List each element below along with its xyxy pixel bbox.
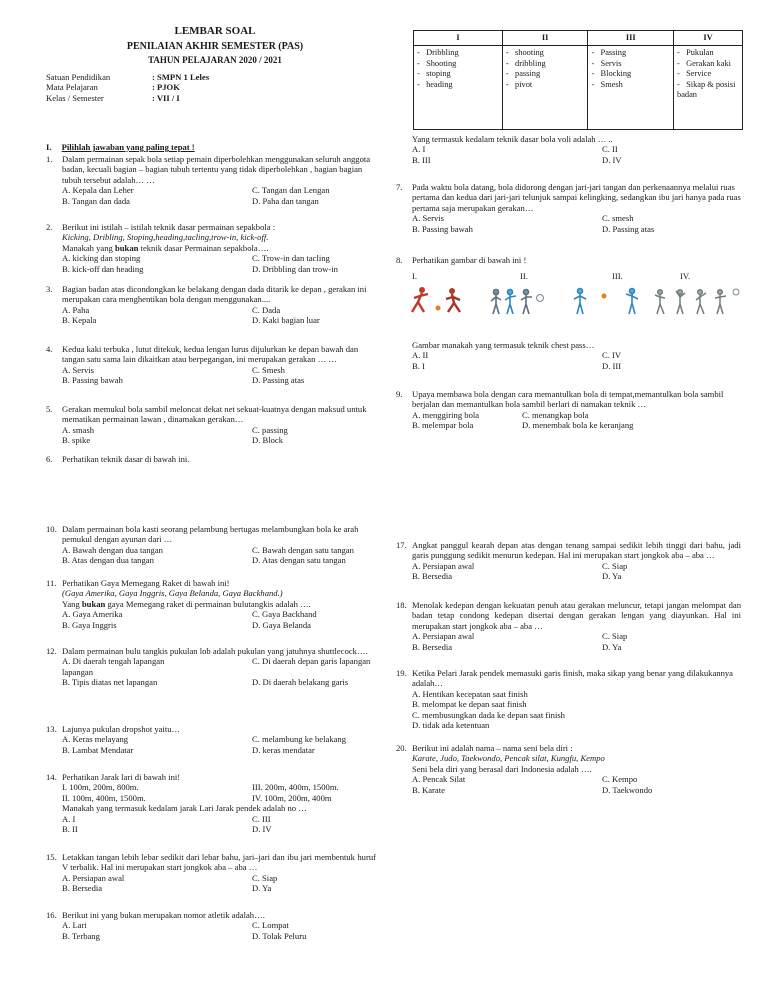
figure-iii-image [570,284,650,318]
option[interactable]: D. Dribbling dan trow-in [252,263,338,274]
option[interactable]: A. smash [62,424,94,435]
distance-item: IV. 100m, 200m, 400m [252,792,332,803]
question-text: Yang termasuk kedalam teknik dasar bola voli adalah … .. [412,134,613,144]
question-text: Perhatikan gambar di bawah ini ! [412,255,527,265]
info-value: : VII / I [152,92,180,103]
question-5 [46,404,376,446]
option[interactable]: D. keras mendatar [252,744,315,755]
table-cell: - Dribbling - Shooting - stoping - heading [414,46,503,130]
question-15 [46,852,376,894]
distance-item: I. 100m, 200m, 800m. [62,782,139,793]
option[interactable]: D. Tolak Peluru [252,930,307,941]
info-label: Mata Pelajaran [46,82,98,93]
option[interactable]: A. Persiapan awal [62,872,125,883]
figure-ii-image [488,284,548,318]
option[interactable]: C. Trow-in dan tacling [252,253,330,264]
question-6-continued [396,134,736,165]
question-number: 17. [396,540,407,550]
question-10 [46,524,376,566]
option[interactable]: D. tidak ada ketentuan [412,720,490,731]
question-text: Lajunya pukulan dropshot yaitu… [62,724,181,734]
option[interactable]: A. Di daerah tengah lapangan lapangan [62,656,165,677]
option[interactable]: C. III [252,813,271,824]
option[interactable]: D. Passing atas [252,375,305,386]
option[interactable]: B. spike [62,435,91,446]
option[interactable]: C. Gaya Backhand [252,609,317,620]
option[interactable]: B. melompat ke depan saat finish [412,699,527,710]
option[interactable]: B. Gaya Inggris [62,619,117,630]
question-text: Letakkan tangan lebih lebar sedikit dari lebar bahu, jari–jari dan ibu jari membentuk huruf V terbalik. Hal ini merupakan start jongkok aba – aba … [62,852,376,873]
option[interactable]: C. Di daerah depan garis lapangan [252,656,371,667]
question-16 [46,910,376,941]
option[interactable]: D. Atas dengan satu tangan [252,555,346,566]
question-9 [396,389,741,431]
option[interactable]: D. Taekwondo [602,784,653,795]
question-text: Berikut ini adalah nama – nama seni bela diri : [412,743,573,753]
question-11 [46,578,376,630]
option[interactable]: A. I [62,813,76,824]
option[interactable]: C. membusungkan dada ke depan saat finish [412,709,565,720]
option[interactable]: A. menggiring bola [412,409,480,420]
question-text: Dalam permainan sepak bola setiap pemain diperbolehkan menggunakan seluruh anggota badan, kecuali bagian – bagian tubuh tertentu yang tidak diperbolehkan , bagian bagian tubuh tersebut adalah… … [62,154,371,185]
question-number: 13. [46,724,57,734]
question-text: Upaya membawa bola dengan cara memantulkan bola di tempat,memantulkan bola sambil berjalan dan memantulkan bola sambil berlari di namakan teknik … [412,389,724,410]
table-cell: - Pukulan - Gerakan kaki - Service - Sikap & posisi badan [674,46,743,130]
question-number: 14. [46,772,57,782]
info-block [46,72,346,103]
question-number: 11. [46,578,57,588]
option[interactable]: C. Bawah dengan satu tangan [252,544,354,555]
question-text: Pada waktu bola datang, bola didorong dengan jari-jari tangan dan perkenaannya melalui ruas pertama dan kedua dari jari-jari telunjuk sampai kelingking, sedangkan ibu jari hanya pada ruas pertama saja merupakan gerakan… [412,182,741,213]
figure-i-image [408,284,468,318]
option[interactable]: B. I [412,360,425,371]
question-number: 12. [46,646,57,656]
option[interactable]: D. Gaya Belanda [252,619,311,630]
figure-label: IV. [680,271,691,281]
table-header: IV [674,31,743,46]
info-label: Kelas / Semester [46,92,104,103]
question-text: Seni bela diri yang berasal dari Indonesia adalah …. [412,763,592,774]
option[interactable]: D. IV [602,154,622,165]
section-number: I. [46,142,52,152]
question-number: 19. [396,668,407,678]
distance-item: III. 200m, 400m, 1500m. [252,782,339,793]
option[interactable]: D. IV [252,824,272,835]
option[interactable]: B. kick-off dan heading [62,263,144,274]
option[interactable]: A. Servis [62,364,94,375]
question-text: Menolak kedepan dengan kekuatan penuh atau gerakan meluncur, tetapi jangan melompat dan badan tetap condong kedepan disertai dengan gerakan lengan yang diayunkan. Hal ini merupakan start jongkok aba – aba … [412,600,741,631]
option[interactable]: B. Lambat Mendatar [62,744,134,755]
question-4 [46,344,376,386]
option[interactable]: D. Passing atas [602,223,655,234]
figure-label: III. [612,271,623,281]
option[interactable]: B. Karate [412,784,445,795]
question-number: 3. [46,284,53,294]
option[interactable]: C. Tangan dan Lengan [252,185,330,196]
option[interactable]: C. Dada [252,304,281,315]
question-number: 18. [396,600,407,610]
question-text: Manakah yang bukan teknik dasar Permainan sepakbola…. [62,242,269,253]
exam-subtitle: PENILAIAN AKHIR SEMESTER (PAS) [126,41,304,52]
option[interactable]: B. Kepala [62,315,97,326]
option[interactable]: B. III [412,154,431,165]
option[interactable]: A. kicking dan stoping [62,253,141,264]
figure-label: II. [520,271,528,281]
question-terms: (Gaya Amerika, Gaya Inggris, Gaya Belanda, Gaya Backhand.) [62,588,283,599]
question-terms: Karate, Judo, Taekwondo, Pencak silat, Kungfu, Kempo [412,753,605,764]
technique-table [413,30,743,130]
option[interactable]: D. Ya [602,571,622,582]
question-number: 1. [46,154,53,164]
option[interactable]: D. menembak bola ke keranjang [522,420,634,431]
question-6 [46,454,376,464]
option[interactable]: A. Bawah dengan dua tangan [62,544,163,555]
info-value: : PJOK [152,82,180,93]
option[interactable]: D. III [602,360,622,371]
option[interactable]: C. smesh [602,213,634,224]
option[interactable]: C. Siap [602,560,628,571]
table-header: I [414,31,503,46]
question-7 [396,182,741,234]
option[interactable]: A. Lari [62,920,87,931]
option[interactable]: A. Kepala dan Leher [62,185,134,196]
question-number: 2. [46,222,53,232]
option[interactable]: A. Persiapan awal [412,631,475,642]
question-number: 9. [396,389,403,399]
option[interactable]: D. Kaki bagian luar [252,315,320,326]
question-text: Berikut ini yang bukan merupakan nomor atletik adalah…. [62,910,265,920]
option[interactable]: C. IV [602,350,622,361]
question-number: 16. [46,910,57,920]
question-number: 6. [46,454,53,464]
question-3 [46,284,376,326]
question-number: 4. [46,344,53,354]
option[interactable]: B. Tangan dan dada [62,195,130,206]
question-text: Gambar manakah yang termasuk teknik chest pass… [412,340,595,350]
option[interactable]: B. Bersedia [62,883,103,894]
option[interactable]: D. Di daerah belakang garis [252,677,349,688]
question-19 [396,668,741,730]
question-18 [396,600,741,652]
table-cell: - shooting - dribbling - passing - pivot [502,46,588,130]
option[interactable]: C. melambung ke belakang [252,734,347,745]
question-text: Perhatikan Jarak lari di bawah ini! [62,772,181,782]
option[interactable]: C. menangkap bola [522,409,589,420]
info-label: Satuan Pendidikan [46,72,111,82]
page-title: LEMBAR SOAL [174,25,256,37]
question-text: Kedua kaki terbuka , lutut ditekuk, kedua lengan lurus dijulurkan ke depan bawah dan tangan satu sama lain dikaitkan atau berpegangan, ini merupakan gerakan … … [62,344,359,365]
option[interactable]: D. Paha dan tangan [252,195,319,206]
option[interactable]: A. Gaya Amerika [62,609,123,620]
option[interactable]: A. Persiapan awal [412,560,475,571]
option[interactable]: C. Kempo [602,774,638,785]
question-text: Perhatikan teknik dasar di bawah ini. [62,454,190,464]
question-12 [46,646,376,688]
question-1 [46,154,376,206]
question-20 [396,743,741,795]
option[interactable]: C. Smesh [252,364,285,375]
option[interactable]: C. II [602,144,618,155]
info-value: : SMPN 1 Leles [152,72,210,82]
question-text: Perhatikan Gaya Memegang Raket di bawah ini! [62,578,230,588]
option[interactable]: B. Bersedia [412,641,453,652]
question-number: 7. [396,182,403,192]
option[interactable]: A. I [412,144,426,155]
question-8 [396,255,741,265]
question-terms: Kicking, Dribling, Stoping,heading,tacling,trow-in, kick-off. [62,232,269,243]
option[interactable]: B. II [62,824,78,835]
question-text: Manakah yang termasuk kedalam jarak Lari Jarak pendek adalah no … [62,803,307,814]
question-13 [46,724,376,755]
option[interactable]: C. Lompat [252,920,289,931]
option[interactable]: A. Pencak Silat [412,774,466,785]
question-number: 8. [396,255,403,265]
table-cell: - Passing - Servis - Blocking - Smesh [588,46,674,130]
option[interactable]: B. Passing bawah [412,223,473,234]
option[interactable]: B. Bersedia [412,571,453,582]
question-text: Berikut ini istilah – istilah teknik dasar permainan sepakbola : [62,222,276,232]
option[interactable]: B. melempar bola [412,420,474,431]
option[interactable]: B. Tipis diatas net lapangan [62,677,158,688]
option[interactable]: A. II [412,350,429,361]
option[interactable]: D. Ya [252,883,272,894]
section-title: Pilihlah jawaban yang paling tepat ! [61,142,195,152]
option[interactable]: D. Ya [602,641,622,652]
option[interactable]: C. passing [252,424,288,435]
option[interactable]: A. Keras melayang [62,734,129,745]
question-number: 5. [46,404,53,414]
figure-label: I. [412,271,418,281]
school-year: TAHUN PELAJARAN 2020 / 2021 [148,55,282,65]
question-number: 20. [396,743,407,753]
question-text: Dalam permainan bulu tangkis pukulan lob adalah pukulan yang jatuhnya shuttlecock…. [62,646,368,656]
question-text: Dalam permainan bola kasti seorang pelambung bertugas melambungkan bola ke arah pemukul dengan ayunan dari … [62,524,359,545]
question-text: Yang bukan gaya Memegang raket di permainan bulutangkis adalah …. [62,598,311,609]
question-14 [46,772,376,834]
option[interactable]: B. Atas dengan dua tangan [62,555,154,566]
question-text: Angkat panggul kearah depan atas dengan tenang sampai sedikit lebih tinggi dari bahu, jadi garis punggung sedikit menurun kedepan. Hal ini merupakan start jongkok aba – aba … [412,540,741,561]
option[interactable]: B. Terbang [62,930,100,941]
option[interactable]: A. Servis [412,213,444,224]
option[interactable]: B. Passing bawah [62,375,123,386]
option[interactable]: C. Siap [252,872,278,883]
question-17 [396,540,741,582]
option[interactable]: C. Siap [602,631,628,642]
distance-item: II. 100m, 400m, 1500m. [62,792,146,803]
question-2 [46,222,376,274]
question-number: 10. [46,524,57,534]
question-number: 15. [46,852,57,862]
figure-iv-image [652,284,742,318]
question-8-continued [396,340,741,371]
option[interactable]: D. Block [252,435,284,446]
option[interactable]: A. Hentikan kecepatan saat finish [412,688,528,699]
question-text: Bagian badan atas dicondongkan ke belakang dengan dada ditarik ke depan , gerakan ini merupakan cara menghentikan bola dengan menggunakan.... [62,284,367,305]
table-header: II [502,31,588,46]
question-text: Ketika Pelari Jarak pendek memasuki garis finish, maka sikap yang benar yang dilakukannya adalah… [412,668,733,689]
section-heading [46,142,195,152]
table-header: III [588,31,674,46]
question-text: Gerakan memukul bola sambil meloncat dekat net sekuat-kuatnya dengan maksud untuk mematikan permainan lawan , dinamakan gerakan… [62,404,367,425]
option[interactable]: A. Paha [62,304,90,315]
